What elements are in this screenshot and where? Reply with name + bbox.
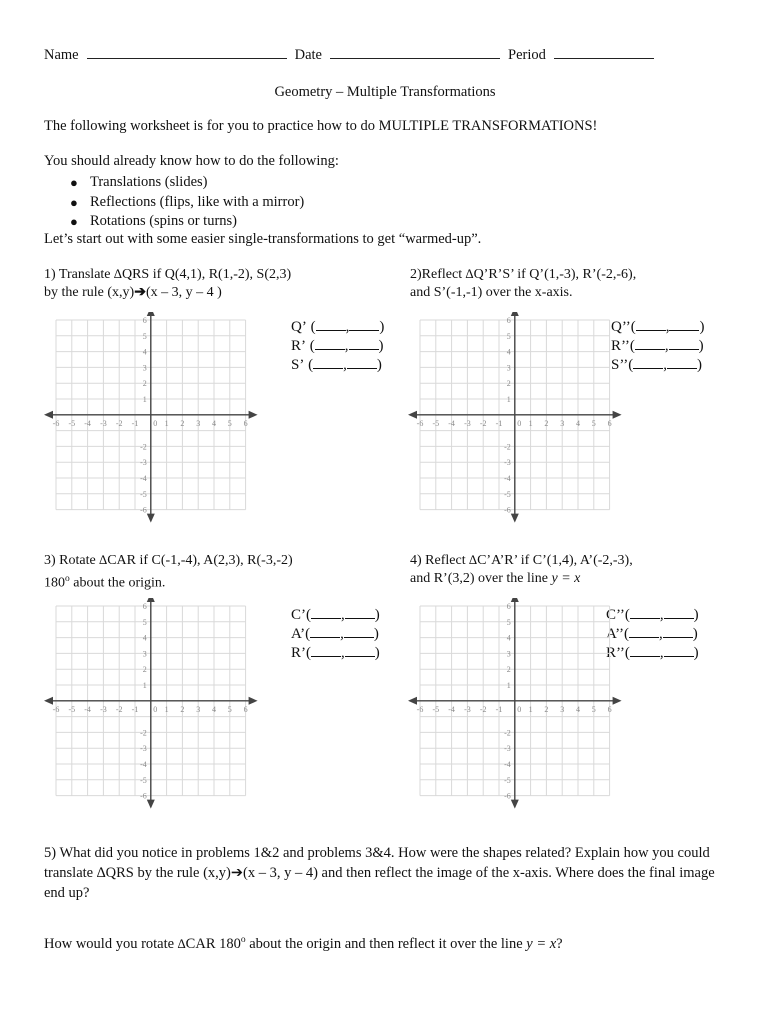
svg-text:-2: -2 [140, 728, 147, 738]
svg-text:-4: -4 [84, 704, 91, 714]
svg-text:-2: -2 [479, 704, 487, 714]
svg-text:5: 5 [591, 418, 596, 428]
svg-text:5: 5 [227, 704, 232, 714]
svg-text:2: 2 [544, 704, 549, 714]
svg-text:4: 4 [212, 704, 216, 714]
answer-blank-x[interactable] [311, 604, 341, 619]
svg-text:6: 6 [607, 418, 612, 428]
answer-row: R’’( , ) [606, 642, 699, 661]
answer-row: Q’’( , ) [611, 316, 704, 335]
problem-1-answers [291, 316, 384, 373]
problem-3-number: 3) [44, 553, 56, 568]
answer-row: A’( , ) [291, 623, 380, 642]
problem-2-verb: Reflect [421, 267, 463, 282]
triangle-icon: ∆ [465, 266, 474, 281]
answer-blank-y[interactable] [669, 316, 699, 331]
answer-blank-x[interactable] [630, 604, 660, 619]
svg-text:-1: -1 [131, 704, 139, 714]
answer-label: R’’ [611, 337, 630, 354]
answer-label: A’’ [606, 625, 625, 642]
period-blank[interactable] [554, 44, 654, 59]
svg-text:-3: -3 [100, 704, 107, 714]
answer-blank-y[interactable] [344, 623, 374, 638]
svg-text:-1: -1 [131, 418, 139, 428]
problem-3-prompt [44, 551, 293, 593]
svg-text:2: 2 [180, 418, 185, 428]
svg-text:-3: -3 [100, 418, 107, 428]
svg-text:-3: -3 [464, 418, 471, 428]
answer-blank-x[interactable] [310, 623, 340, 638]
svg-text:6: 6 [243, 704, 248, 714]
answer-label: C’ [291, 606, 306, 623]
svg-text:-1: -1 [495, 704, 503, 714]
svg-text:-5: -5 [68, 704, 76, 714]
degree-icon: o [65, 574, 70, 584]
svg-text:-2: -2 [115, 418, 123, 428]
svg-text:2: 2 [544, 418, 549, 428]
prerequisites-intro: You should already know how to do the following: [44, 153, 339, 169]
answer-blank-y[interactable] [349, 335, 379, 350]
answer-label: S’’ [611, 356, 629, 373]
svg-text:6: 6 [506, 602, 511, 611]
svg-text:-6: -6 [504, 791, 511, 801]
period-label: Period [508, 46, 546, 63]
problem-4-line-pre: and R’(3,2) over the line [410, 571, 549, 586]
list-item-label: Reflections (flips, like with a mirror) [90, 193, 305, 210]
svg-text:-5: -5 [504, 489, 511, 499]
svg-text:-3: -3 [504, 458, 511, 468]
intro-text: The following worksheet is for you to practice how to do MULTIPLE TRANSFORMATIONS! [44, 118, 598, 134]
problem-3-line2 [44, 570, 293, 593]
svg-text:2: 2 [180, 704, 185, 714]
svg-text:5: 5 [506, 331, 511, 341]
problem-1-vertices: QRS if Q(4,1), R(1,-2), S(2,3) [121, 267, 292, 282]
answer-blank-x[interactable] [313, 354, 343, 369]
svg-text:1: 1 [506, 395, 511, 404]
svg-text:-6: -6 [416, 704, 424, 714]
answer-blank-x[interactable] [629, 623, 659, 638]
answer-label: C’’ [606, 606, 625, 623]
svg-text:-5: -5 [432, 704, 440, 714]
prerequisites-list [62, 173, 662, 232]
triangle-icon: ∆ [99, 552, 108, 567]
answer-label: Q’ [291, 318, 307, 335]
answer-blank-y[interactable] [349, 316, 379, 331]
svg-text:-2: -2 [504, 728, 511, 738]
svg-text:-6: -6 [504, 505, 511, 515]
problem-4-line2 [410, 570, 633, 588]
answer-blank-y[interactable] [345, 604, 375, 619]
answer-blank-y[interactable] [663, 623, 693, 638]
list-item-label: Rotations (spins or turns) [90, 213, 238, 229]
svg-text:3: 3 [196, 418, 201, 428]
answer-blank-x[interactable] [633, 354, 663, 369]
svg-text:5: 5 [142, 617, 147, 627]
coordinate-grid-2[interactable] [404, 312, 630, 528]
svg-text:-2: -2 [115, 704, 123, 714]
coordinate-grid-4[interactable] [404, 598, 630, 814]
question-6-equation: y = x [526, 935, 557, 952]
problem-4-vertices: C’A’R’ if C’(1,4), A’(-2,-3), [477, 553, 633, 568]
problem-2-number: 2) [410, 267, 422, 282]
problem-4-prompt [410, 551, 633, 588]
svg-text:5: 5 [142, 331, 147, 341]
svg-text:-4: -4 [448, 704, 455, 714]
svg-text:-4: -4 [84, 418, 91, 428]
answer-row: A’’( , ) [606, 623, 699, 642]
problem-2-line1 [410, 265, 636, 284]
answer-blank-x[interactable] [636, 316, 666, 331]
problem-4-line-equation: y = x [551, 571, 581, 586]
svg-text:0: 0 [153, 704, 158, 714]
svg-text:-5: -5 [140, 489, 147, 499]
answer-row: R’ ( , ) [291, 335, 384, 354]
answer-row: C’’( , ) [606, 604, 699, 623]
answer-label: S’ [291, 356, 305, 373]
question-6-end: ? [556, 935, 563, 952]
svg-text:1: 1 [142, 681, 147, 690]
svg-text:1: 1 [528, 704, 533, 714]
svg-text:0: 0 [517, 418, 522, 428]
question-6 [44, 930, 736, 954]
svg-text:-2: -2 [140, 442, 147, 452]
svg-text:3: 3 [560, 418, 565, 428]
answer-label: R’ [291, 644, 306, 661]
svg-text:4: 4 [142, 347, 147, 357]
problem-3-center: about the origin. [73, 575, 166, 591]
svg-text:2: 2 [142, 379, 147, 389]
problem-1-line1 [44, 265, 291, 284]
problem-3-verb: Rotate [59, 553, 96, 568]
svg-text:-3: -3 [140, 458, 147, 468]
svg-text:-4: -4 [448, 418, 455, 428]
list-item-label: Translations (slides) [90, 174, 208, 190]
svg-text:2: 2 [506, 379, 511, 389]
name-label: Name [44, 46, 79, 63]
svg-text:3: 3 [506, 363, 511, 373]
list-item [62, 193, 662, 213]
svg-text:4: 4 [576, 704, 580, 714]
svg-text:5: 5 [591, 704, 596, 714]
svg-text:2: 2 [142, 665, 147, 675]
answer-row: S’ ( , ) [291, 354, 384, 373]
problem-2-prompt [410, 265, 636, 302]
svg-text:0: 0 [153, 418, 158, 428]
svg-text:4: 4 [576, 418, 580, 428]
svg-text:-4: -4 [504, 474, 511, 483]
svg-text:-6: -6 [140, 505, 147, 515]
svg-text:3: 3 [196, 704, 201, 714]
answer-row: Q’ ( , ) [291, 316, 384, 335]
answer-blank-x[interactable] [635, 335, 665, 350]
svg-text:-6: -6 [416, 418, 424, 428]
triangle-icon: ∆ [177, 935, 186, 951]
triangle-icon: ∆ [469, 552, 478, 567]
svg-text:6: 6 [506, 316, 511, 325]
svg-text:-2: -2 [479, 418, 487, 428]
svg-text:-6: -6 [52, 704, 60, 714]
coordinate-grid-3[interactable] [40, 598, 266, 814]
svg-text:6: 6 [607, 704, 612, 714]
problem-4-number: 4) [410, 553, 422, 568]
svg-text:1: 1 [506, 681, 511, 690]
answer-blank-x[interactable] [630, 642, 660, 657]
svg-text:1: 1 [164, 704, 169, 714]
lets-start-text: Let’s start out with some easier single-transformations to get “warmed-up”. [44, 231, 482, 247]
svg-text:4: 4 [506, 347, 511, 357]
answer-label: R’ [291, 337, 306, 354]
coordinate-grid-1[interactable] [40, 312, 266, 528]
svg-text:-5: -5 [140, 775, 147, 785]
date-blank[interactable] [330, 44, 500, 59]
svg-text:3: 3 [560, 704, 565, 714]
svg-text:-6: -6 [140, 791, 147, 801]
svg-text:6: 6 [243, 418, 248, 428]
date-label: Date [294, 46, 322, 63]
question-6-pre: How would you rotate [44, 935, 175, 952]
question-6-post: about the origin and then reflect it over the line [249, 935, 523, 952]
worksheet-title: Geometry – Multiple Transformations [274, 84, 496, 100]
answer-blank-y[interactable] [664, 604, 694, 619]
svg-text:4: 4 [212, 418, 216, 428]
svg-text:6: 6 [142, 602, 147, 611]
answer-row: C’( , ) [291, 604, 380, 623]
answer-blank-x[interactable] [316, 316, 346, 331]
arrow-icon: ➔ [134, 285, 146, 300]
answer-blank-x[interactable] [315, 335, 345, 350]
answer-row: R’’( , ) [611, 335, 704, 354]
problem-1-line2 [44, 284, 291, 302]
svg-text:1: 1 [142, 395, 147, 404]
list-item [62, 173, 662, 193]
bullet-icon: ● [70, 175, 78, 190]
svg-text:0: 0 [517, 704, 522, 714]
answer-blank-x[interactable] [311, 642, 341, 657]
bullet-icon: ● [70, 194, 78, 210]
svg-text:-5: -5 [68, 418, 76, 428]
problem-4-verb: Reflect [425, 553, 466, 568]
student-info-header [44, 44, 726, 64]
answer-label: R’’ [606, 644, 625, 661]
svg-text:-3: -3 [504, 744, 511, 754]
question-6-mid: CAR 180 [185, 935, 241, 952]
svg-text:-6: -6 [52, 418, 60, 428]
name-blank[interactable] [87, 44, 287, 59]
problem-1-rule-post: (x – 3, y – 4 ) [145, 285, 222, 300]
problem-3-vertices: CAR if C(-1,-4), A(2,3), R(-3,-2) [107, 553, 293, 568]
answer-blank-y[interactable] [667, 354, 697, 369]
problem-1-prompt [44, 265, 291, 302]
degree-icon: o [240, 935, 246, 945]
svg-text:2: 2 [506, 665, 511, 675]
problem-2-vertices: Q’R’S’ if Q’(1,-3), R’(-2,-6), [473, 267, 637, 282]
svg-text:-3: -3 [140, 744, 147, 754]
problem-1-number: 1) [44, 267, 56, 282]
answer-label: A’ [291, 625, 306, 642]
svg-text:3: 3 [142, 363, 147, 373]
svg-text:-5: -5 [504, 775, 511, 785]
svg-text:4: 4 [506, 633, 511, 643]
problem-4-line1 [410, 551, 633, 570]
svg-text:4: 4 [142, 633, 147, 643]
svg-text:3: 3 [142, 649, 147, 659]
svg-text:-4: -4 [140, 760, 147, 769]
problem-3-line1 [44, 551, 293, 570]
bullet-icon: ● [70, 214, 78, 229]
problem-2-line2: and S’(-1,-1) over the x-axis. [410, 285, 573, 300]
answer-blank-y[interactable] [347, 354, 377, 369]
svg-text:-5: -5 [432, 418, 440, 428]
svg-text:5: 5 [227, 418, 232, 428]
svg-text:6: 6 [142, 316, 147, 325]
svg-text:-3: -3 [464, 704, 471, 714]
svg-text:5: 5 [506, 617, 511, 627]
problem-3-answers [291, 604, 380, 661]
svg-text:1: 1 [164, 418, 169, 428]
question-5: 5) What did you notice in problems 1&2 and problems 3&4. How were the shapes related? Explain how you could translate ∆QRS by the rule (x,y)➔(x – 3, y – 4) and then reflect the image of the x-axis. Where does the final image end up? [44, 845, 715, 901]
problem-3-angle: 180 [44, 575, 65, 591]
answer-row: R’( , ) [291, 642, 380, 661]
problem-1-verb: Translate [58, 267, 111, 282]
svg-text:-1: -1 [495, 418, 503, 428]
list-item [62, 212, 662, 232]
answer-label: Q’’ [611, 318, 631, 335]
answer-blank-y[interactable] [345, 642, 375, 657]
svg-text:-4: -4 [140, 474, 147, 483]
svg-text:1: 1 [528, 418, 533, 428]
svg-text:-4: -4 [504, 760, 511, 769]
answer-row: S’’( , ) [611, 354, 704, 373]
svg-text:-2: -2 [504, 442, 511, 452]
answer-blank-y[interactable] [664, 642, 694, 657]
triangle-icon: ∆ [114, 266, 122, 281]
answer-blank-y[interactable] [669, 335, 699, 350]
svg-text:3: 3 [506, 649, 511, 659]
problem-1-rule-pre: by the rule (x,y) [44, 285, 135, 300]
